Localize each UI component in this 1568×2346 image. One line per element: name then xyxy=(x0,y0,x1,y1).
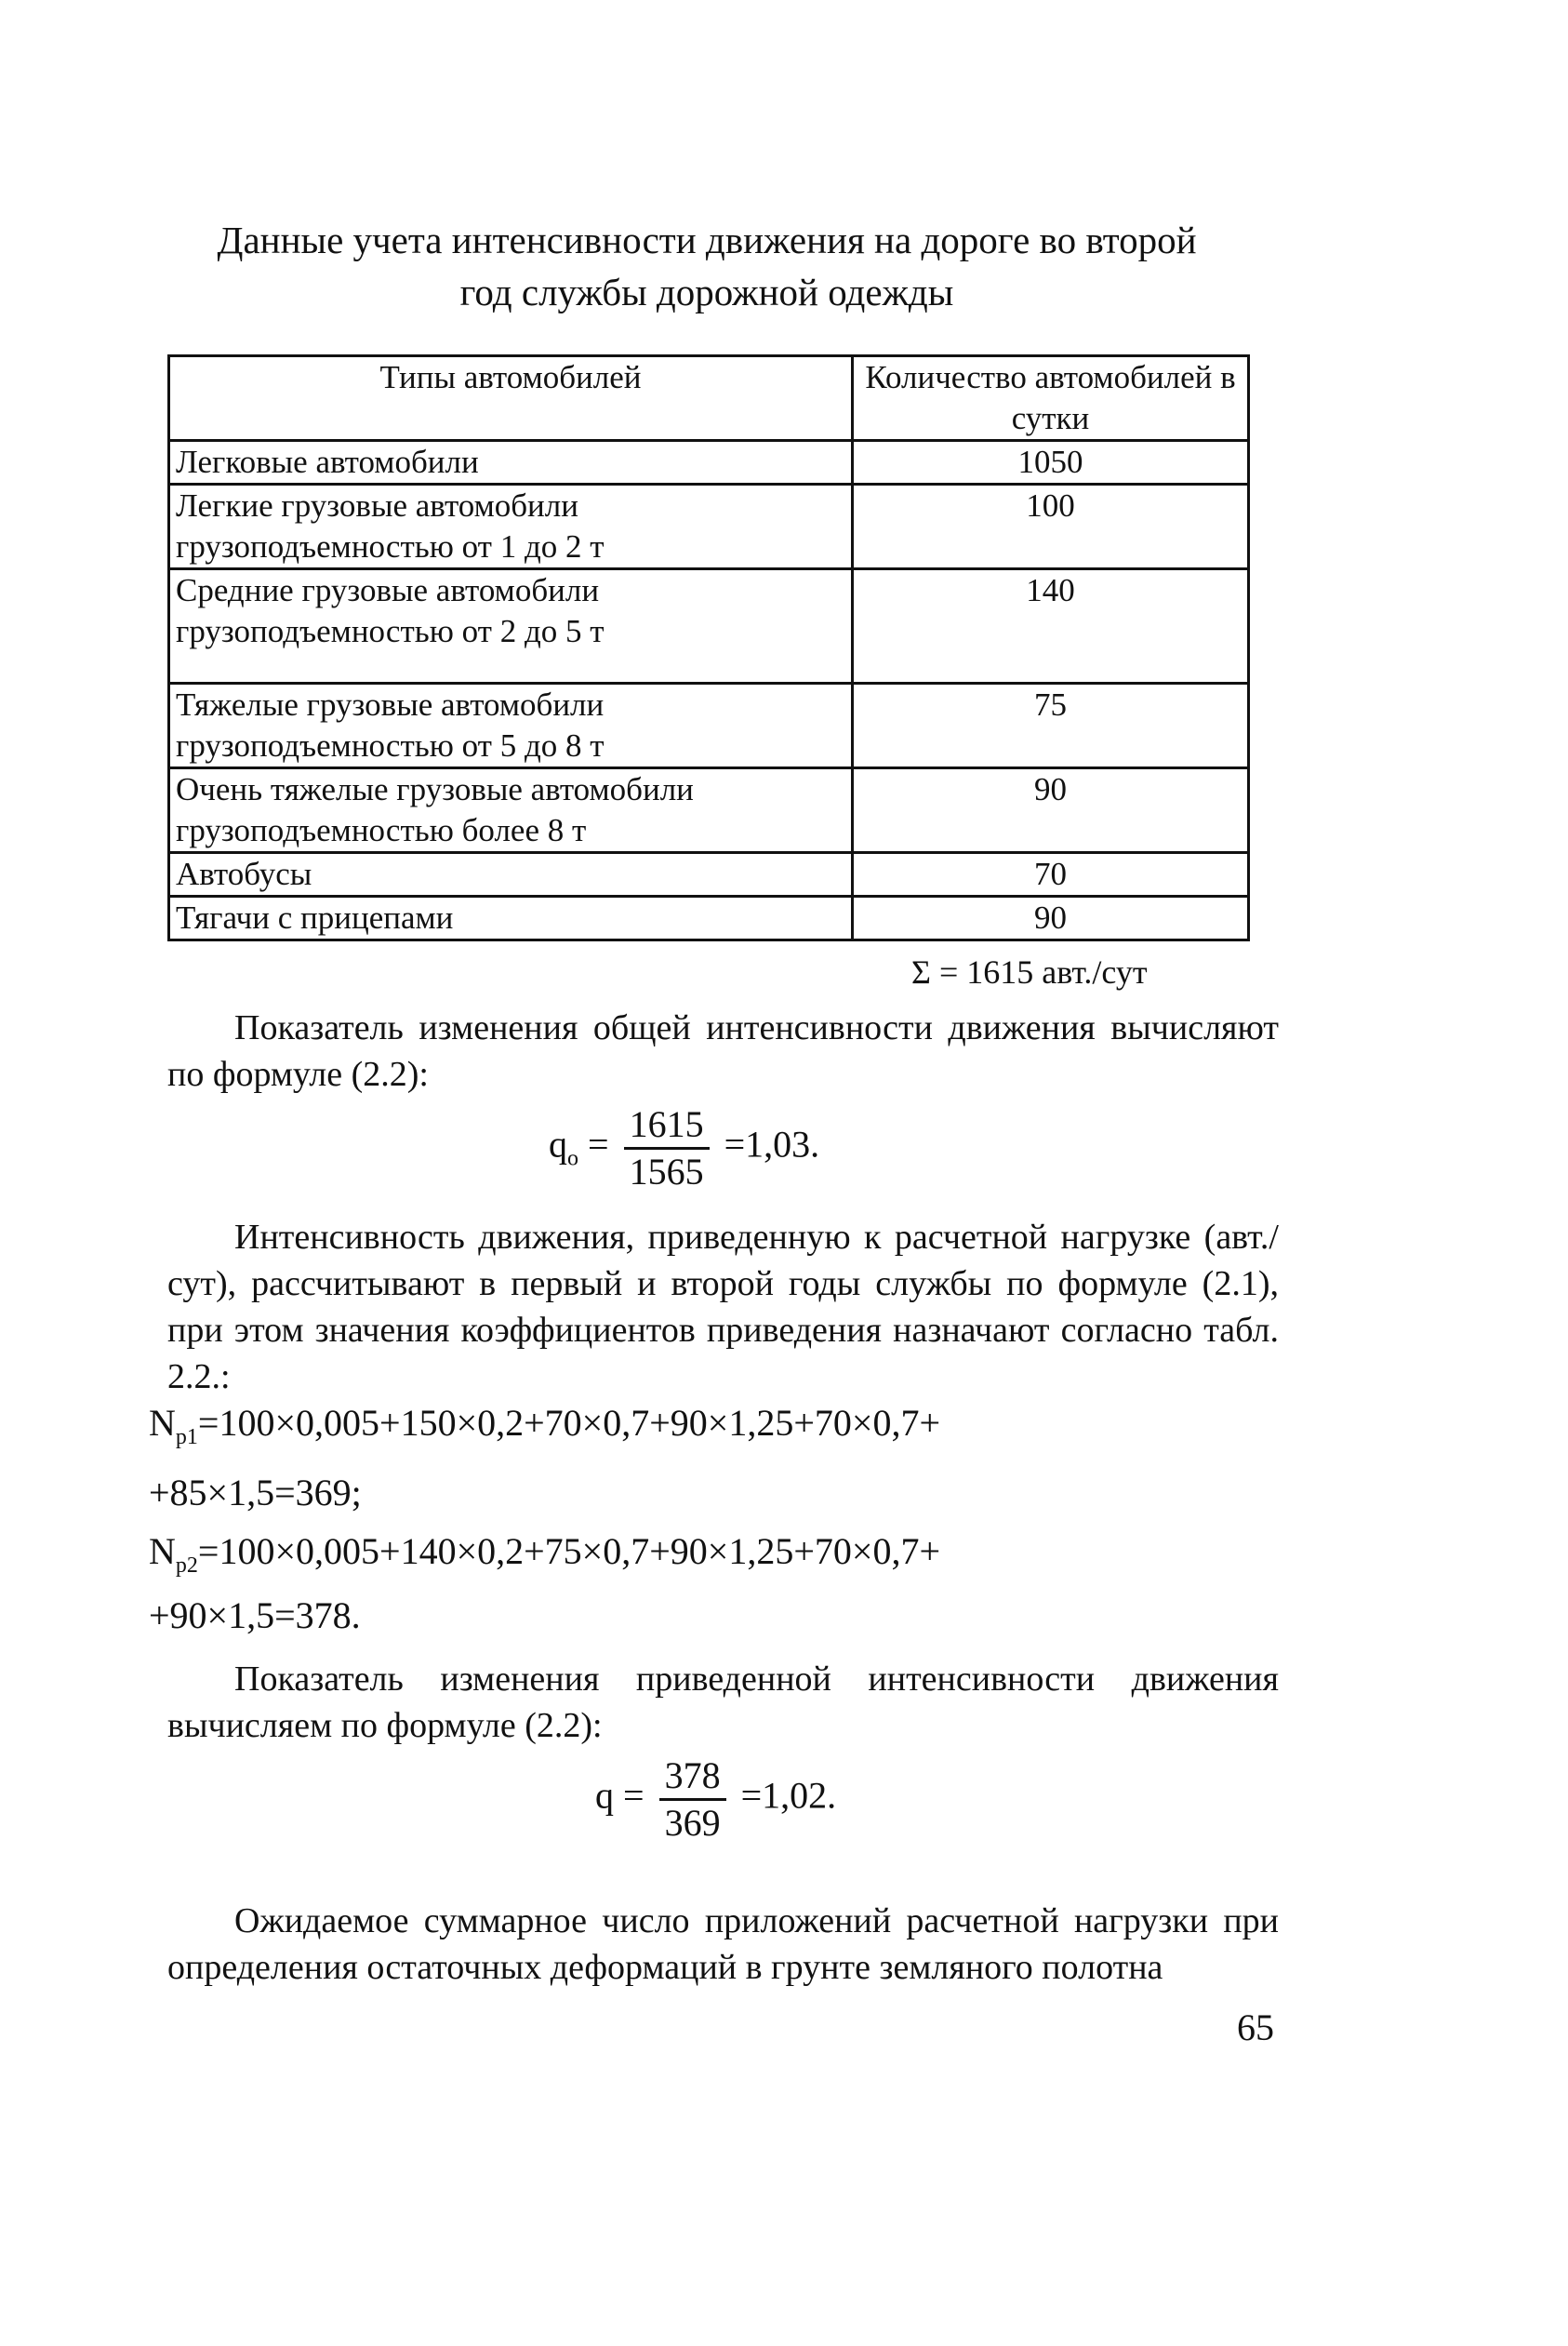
vehicle-type-cell: Легковые автомобили xyxy=(169,441,853,485)
paragraph-1 xyxy=(167,1005,1279,1098)
paragraph-2 xyxy=(167,1214,1279,1400)
np1-sub: p1 xyxy=(175,1425,198,1449)
formula-qo-eq: = xyxy=(588,1123,609,1166)
vehicle-type-cell: Очень тяжелые грузовые автомобили грузоподъемностью более 8 т xyxy=(169,768,853,853)
paragraph-2-text: Интенсивность движения, приведенную к расчетной нагрузке (авт./сут), рассчитывают в первый и второй годы службы по формуле (2.1), при этом значения коэффициентов приведения назначают согласно табл. 2.2.: xyxy=(167,1218,1279,1396)
table-title xyxy=(167,214,1246,318)
vehicle-count-cell: 75 xyxy=(853,684,1249,768)
formula-qo-denominator: 1565 xyxy=(629,1151,704,1193)
table-row xyxy=(169,684,1249,768)
header-vehicle-types: Типы автомобилей xyxy=(169,356,853,441)
vehicle-count-cell: 140 xyxy=(853,569,1249,684)
vehicle-count-cell: 1050 xyxy=(853,441,1249,485)
np2-line-1 xyxy=(149,1528,940,1589)
formula-q-denominator: 369 xyxy=(664,1802,721,1844)
formula-q-result: =1,02. xyxy=(740,1774,837,1817)
np1-expression: =100×0,005+150×0,2+70×0,7+90×1,25+70×0,7+ xyxy=(197,1402,941,1444)
paragraph-3 xyxy=(167,1656,1279,1749)
vehicle-type-cell: Тягачи с прицепами xyxy=(169,897,853,940)
paragraph-4 xyxy=(167,1898,1279,1991)
title-line-1: Данные учета интенсивности движения на дороге во второй xyxy=(217,219,1197,261)
formula-q-fraction xyxy=(659,1753,726,1846)
formula-q-lhs: q xyxy=(595,1774,614,1817)
table-row xyxy=(169,485,1249,569)
table-row xyxy=(169,768,1249,853)
np1-line-2: +85×1,5=369; xyxy=(149,1472,362,1513)
formula-qo xyxy=(549,1102,819,1194)
formula-q-eq: = xyxy=(623,1774,644,1817)
formula-qo-fraction xyxy=(624,1102,710,1194)
np2-expression: =100×0,005+140×0,2+75×0,7+90×1,25+70×0,7+ xyxy=(197,1530,941,1572)
page-number: 65 xyxy=(1237,2006,1274,2048)
vehicle-type-cell: Легкие грузовые автомобили грузоподъемностью от 1 до 2 т xyxy=(169,485,853,569)
vehicle-type-cell: Тяжелые грузовые автомобили грузоподъемностью от 5 до 8 т xyxy=(169,684,853,768)
formula-q-numerator: 378 xyxy=(659,1753,726,1801)
vehicle-count-cell: 70 xyxy=(853,853,1249,897)
table-header-row xyxy=(169,356,1249,441)
header-vehicle-count: Количество автомобилей в сутки xyxy=(853,356,1249,441)
vehicle-count-cell: 90 xyxy=(853,897,1249,940)
table-row xyxy=(169,853,1249,897)
paragraph-3-text: Показатель изменения приведенной интенсивности движения вычисляем по формуле (2.2): xyxy=(167,1660,1279,1745)
np2-symbol: N xyxy=(149,1530,176,1572)
formula-qo-lhs: q xyxy=(549,1123,567,1166)
formula-qo-numerator: 1615 xyxy=(624,1102,710,1150)
paragraph-1-text: Показатель изменения общей интенсивности движения вычисляют по формуле (2.2): xyxy=(167,1008,1279,1094)
np1-line-1 xyxy=(149,1400,940,1460)
traffic-table xyxy=(167,354,1250,941)
vehicle-type-cell: Средние грузовые автомобили грузоподъемностью от 2 до 5 т xyxy=(169,569,853,684)
table-sum: Σ = 1615 авт./сут xyxy=(911,953,1148,991)
table-row xyxy=(169,441,1249,485)
vehicle-type-cell: Автобусы xyxy=(169,853,853,897)
table-row xyxy=(169,897,1249,940)
np2-line-2: +90×1,5=378. xyxy=(149,1594,361,1636)
title-line-2: год службы дорожной одежды xyxy=(459,271,954,313)
paragraph-4-text: Ожидаемое суммарное число приложений расчетной нагрузки при определения остаточных деформаций в грунте земляного полотна xyxy=(167,1901,1279,1987)
formula-qo-sub: o xyxy=(567,1146,578,1171)
table-row xyxy=(169,569,1249,684)
formula-q xyxy=(595,1753,836,1846)
vehicle-count-cell: 100 xyxy=(853,485,1249,569)
vehicle-count-cell: 90 xyxy=(853,768,1249,853)
np1-symbol: N xyxy=(149,1402,176,1444)
np2-sub: p2 xyxy=(175,1553,198,1578)
formula-qo-result: =1,03. xyxy=(724,1123,820,1166)
